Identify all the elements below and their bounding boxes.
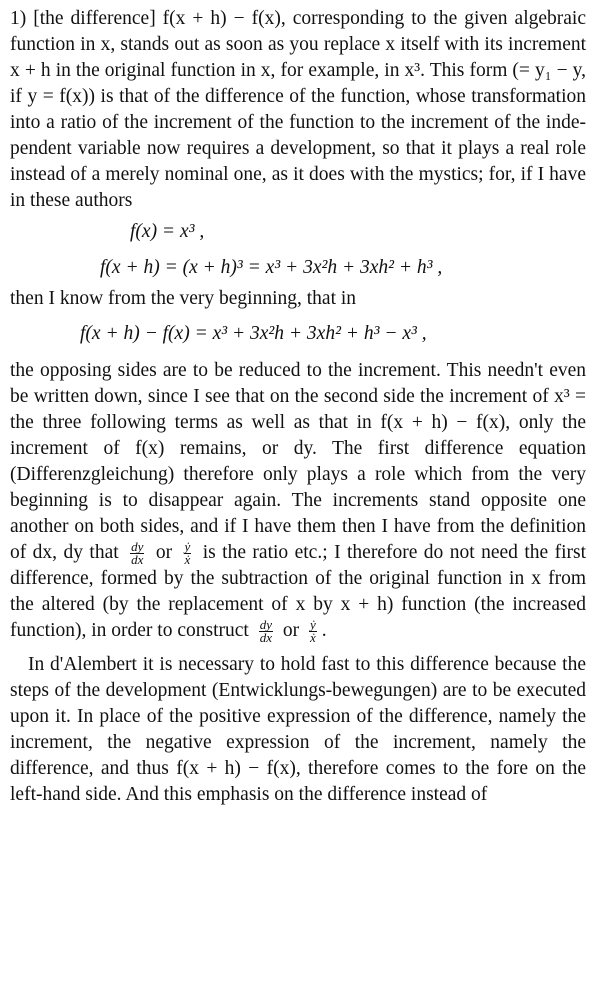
p2-end: . (321, 620, 327, 642)
p1-line-4: for example, in x³. This form (= y₁ − y, if y = f(x)) is that of (10, 60, 587, 107)
equation-2: f(x + h) = (x + h)³ = x³ + 3x²h + 3xh² + h³ , (100, 257, 443, 278)
paragraph-2 (10, 358, 586, 644)
p2-text-a: the opposing sides are to be reduced to the increment. This needn't even be written down, since I see that on the second side the increment of x³ = the three following terms as well as that in f(x + h) − f(x), only the increment of f(x) remains, or dy. The first difference equation (Differenzgleichung) therefore only plays a role which from the very beginning is to disappear again. The increments stand opposite one another on both sides, and if I have them then I have from the definition of dx, dy that (10, 360, 586, 563)
paragraph-1 (10, 6, 586, 214)
fraction-ydot-xdot-2 (309, 619, 317, 644)
fraction-denominator: dx (131, 552, 144, 568)
fraction-denominator: dx (259, 630, 272, 646)
or-word-2: or (282, 620, 300, 642)
or-word: or (155, 542, 173, 563)
fraction-numerator: ẏ (309, 617, 316, 633)
p1-line-3: x itself with its increment x + h in the original function in x, (10, 34, 587, 81)
p1-line-8: real role instead of a merely nominal one, as it does with the (10, 138, 586, 185)
fraction-dy-dx (130, 541, 144, 566)
fraction-numerator: ẏ (184, 539, 191, 555)
p1-line-1: 1) [the difference] f(x + h) − f(x), corresponding to the (10, 8, 458, 29)
fraction-numerator: dy (131, 539, 144, 555)
fraction-ydot-xdot (184, 541, 192, 566)
p1-line-7: pendent variable now requires a development, so that it plays a (10, 138, 515, 159)
p1-line-5: the difference of the function, whose transformation into a ratio (10, 86, 586, 133)
p1-line-9: mystics; for, if I have in these authors (10, 164, 586, 211)
fraction-denominator: ẋ (309, 630, 316, 646)
p1-line-2: given algebraic function in x, stands out as soon as you replace (10, 8, 586, 55)
p1-line-6: of the increment of the function to the increment of the inde- (102, 112, 586, 133)
paragraph-2-intro: then I know from the very beginning, that in (10, 288, 357, 309)
p2-text-b: is the ratio etc.; I therefore do not need the first difference, formed by the subtraction of the original function in x from the altered (by the replacement of x by x + h) function (the increased function), in order to construct (10, 542, 587, 642)
fraction-denominator: ẋ (184, 552, 191, 568)
equation-3: f(x + h) − f(x) = x³ + 3x²h + 3xh² + h³ − x³ , (80, 323, 427, 344)
fraction-dy-dx-2 (259, 619, 273, 644)
paragraph-3: In d'Alembert it is necessary to hold fast to this difference because the steps of the development (Entwicklungs-bewegungen) are to be executed upon it. In place of the positive expression of the difference, namely the increment, the negative expression of the increment, namely the difference, and thus f(x + h) − f(x), therefore comes to the fore on the left-hand side. And this emphasis on the difference instead of (10, 654, 586, 806)
equation-1: f(x) = x³ , (130, 221, 205, 242)
fraction-numerator: dy (259, 617, 272, 633)
